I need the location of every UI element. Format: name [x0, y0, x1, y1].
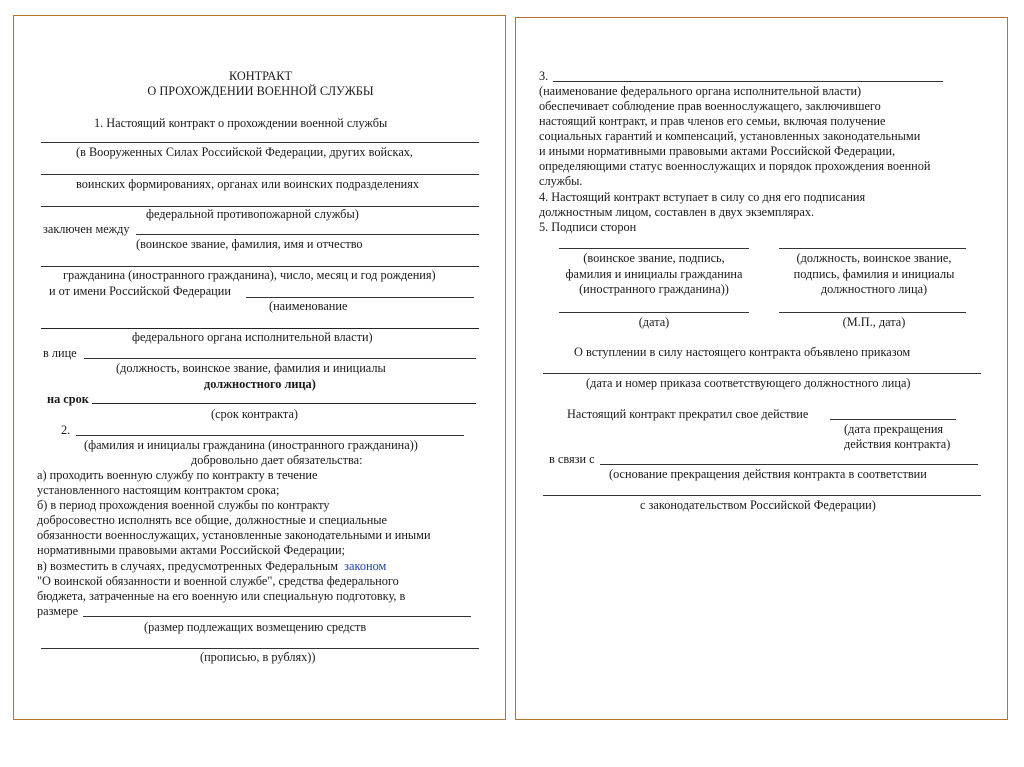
- obligations-heading: добровольно дает обязательства:: [191, 453, 363, 467]
- clause-5-heading: 5. Подписи сторон: [539, 220, 637, 234]
- blank-line: [76, 435, 464, 436]
- hint-federal-body: (наименование федерального органа исполнительной власти): [539, 84, 862, 98]
- hint-sig-official: (должность, воинское звание,: [796, 251, 952, 265]
- clause-3-line: социальных гарантий и компенсаций, установленных законодательными: [539, 129, 921, 143]
- signature-line-official: [779, 248, 966, 249]
- federal-law-link[interactable]: законом: [344, 559, 387, 573]
- hint-basis: (основание прекращения действия контракта в соответствии: [609, 467, 927, 481]
- clause-b-line: добросовестно исполнять все общие, должностные и специальные: [37, 513, 388, 527]
- contract-subtitle: О ПРОХОЖДЕНИИ ВОЕННОЙ СЛУЖБЫ: [147, 84, 374, 98]
- blank-line: [41, 142, 479, 143]
- hint-formations: воинских формированиях, органах или воинских подразделениях: [76, 177, 420, 191]
- hint-citizen: гражданина (иностранного гражданина), число, месяц и год рождения): [63, 268, 436, 282]
- in-connection-label: в связи с: [549, 452, 595, 466]
- on-behalf-label: и от имени Российской Федерации: [49, 284, 231, 298]
- hint-words: (прописью, в рублях)): [200, 650, 316, 664]
- clause-3-line: обеспечивает соблюдение прав военнослужащего, заключившего: [539, 99, 881, 113]
- hint-term: (срок контракта): [211, 407, 298, 421]
- hint-sig-official: должностного лица): [820, 282, 928, 296]
- blank-line: [41, 266, 479, 267]
- in-person-label: в лице: [43, 346, 77, 360]
- blank-line: [600, 464, 978, 465]
- blank-line: [41, 174, 479, 175]
- clause-c-line: бюджета, затраченные на его военную или специальную подготовку, в: [37, 589, 406, 603]
- hint-sig-citizen: (иностранного гражданина)): [579, 282, 729, 296]
- hint-sig-official: подпись, фамилия и инициалы: [793, 267, 955, 281]
- blank-line: [84, 358, 476, 359]
- hint-sig-citizen: фамилия и инициалы гражданина: [565, 267, 743, 281]
- hint-term-date: (дата прекращения: [844, 422, 944, 436]
- blank-line: [543, 495, 981, 496]
- contract-page-left: [13, 15, 506, 720]
- clause-1-intro: 1. Настоящий контракт о прохождении военной службы: [94, 116, 388, 130]
- clause-3-line: настоящий контракт, и прав членов его семьи, включая получение: [539, 114, 886, 128]
- clause-a-line: а) проходить военную службу по контракту в течение: [37, 468, 318, 482]
- clause-3-number: 3.: [539, 69, 549, 83]
- blank-line: [83, 616, 471, 617]
- blank-line: [136, 234, 479, 235]
- hint-order: (дата и номер приказа соответствующего должностного лица): [586, 376, 911, 390]
- contract-page-right: [515, 17, 1008, 720]
- clause-3-line: определяющими статус военнослужащих и порядок прохождения военной: [539, 159, 931, 173]
- clause-4-line: должностным лицом, составлен в двух экземплярах.: [539, 205, 815, 219]
- hint-sig-citizen: (воинское звание, подпись,: [583, 251, 725, 265]
- blank-line: [830, 419, 956, 420]
- date-line-citizen: [559, 312, 749, 313]
- blank-line: [41, 648, 479, 649]
- blank-line: [553, 81, 943, 82]
- hint-date: (дата): [638, 315, 670, 329]
- clause-b-line: обязанности военнослужащих, установленные законодательными и иными: [37, 528, 431, 542]
- terminated-label: Настоящий контракт прекратил свое действие: [567, 407, 809, 421]
- clause-3-line: и иными нормативными правовыми актами Российской Федерации,: [539, 144, 896, 158]
- hint-official: должностного лица): [204, 377, 316, 391]
- hint-armed-forces: (в Вооруженных Силах Российской Федерации, других войсках,: [76, 145, 413, 159]
- clause-c-line: размере: [37, 604, 79, 618]
- hint-citizen-name: (фамилия и инициалы гражданина (иностранного гражданина)): [84, 438, 418, 452]
- hint-federal-body: федерального органа исполнительной власти): [132, 330, 373, 344]
- clause-c-line: [37, 559, 386, 573]
- hint-rank-name: (воинское звание, фамилия, имя и отчество: [136, 237, 363, 251]
- clause-b-line: б) в период прохождения военной службы по контракту: [37, 498, 330, 512]
- hint-fire-service: федеральной противопожарной службы): [146, 207, 359, 221]
- blank-line: [41, 328, 479, 329]
- hint-position: (должность, воинское звание, фамилия и инициалы: [116, 361, 386, 375]
- entry-announced-label: О вступлении в силу настоящего контракта объявлено приказом: [574, 345, 911, 359]
- hint-seal-date: (М.П., дата): [842, 315, 906, 329]
- clause-c-line: "О воинской обязанности и военной службе", средства федерального: [37, 574, 399, 588]
- term-label: на срок: [47, 392, 89, 406]
- clause-c-text: в) возместить в случаях, предусмотренных Федеральным: [37, 559, 339, 573]
- date-line-official: [779, 312, 966, 313]
- clause-a-line: установленного настоящим контрактом срока;: [37, 483, 280, 497]
- hint-name: (наименование: [269, 299, 348, 313]
- clause-2-number: 2.: [61, 423, 71, 437]
- hint-law: с законодательством Российской Федерации): [640, 498, 876, 512]
- contract-title: КОНТРАКТ: [228, 69, 293, 83]
- hint-term-date: действия контракта): [844, 437, 951, 451]
- signature-line-citizen: [559, 248, 749, 249]
- clause-4-line: 4. Настоящий контракт вступает в силу со дня его подписания: [539, 190, 866, 204]
- blank-line: [543, 373, 981, 374]
- blank-line: [246, 297, 474, 298]
- clause-3-line: службы.: [539, 174, 583, 188]
- concluded-between-label: заключен между: [43, 222, 130, 236]
- hint-amount: (размер подлежащих возмещению средств: [144, 620, 367, 634]
- clause-b-line: нормативными правовыми актами Российской Федерации;: [37, 543, 345, 557]
- blank-line: [92, 403, 476, 404]
